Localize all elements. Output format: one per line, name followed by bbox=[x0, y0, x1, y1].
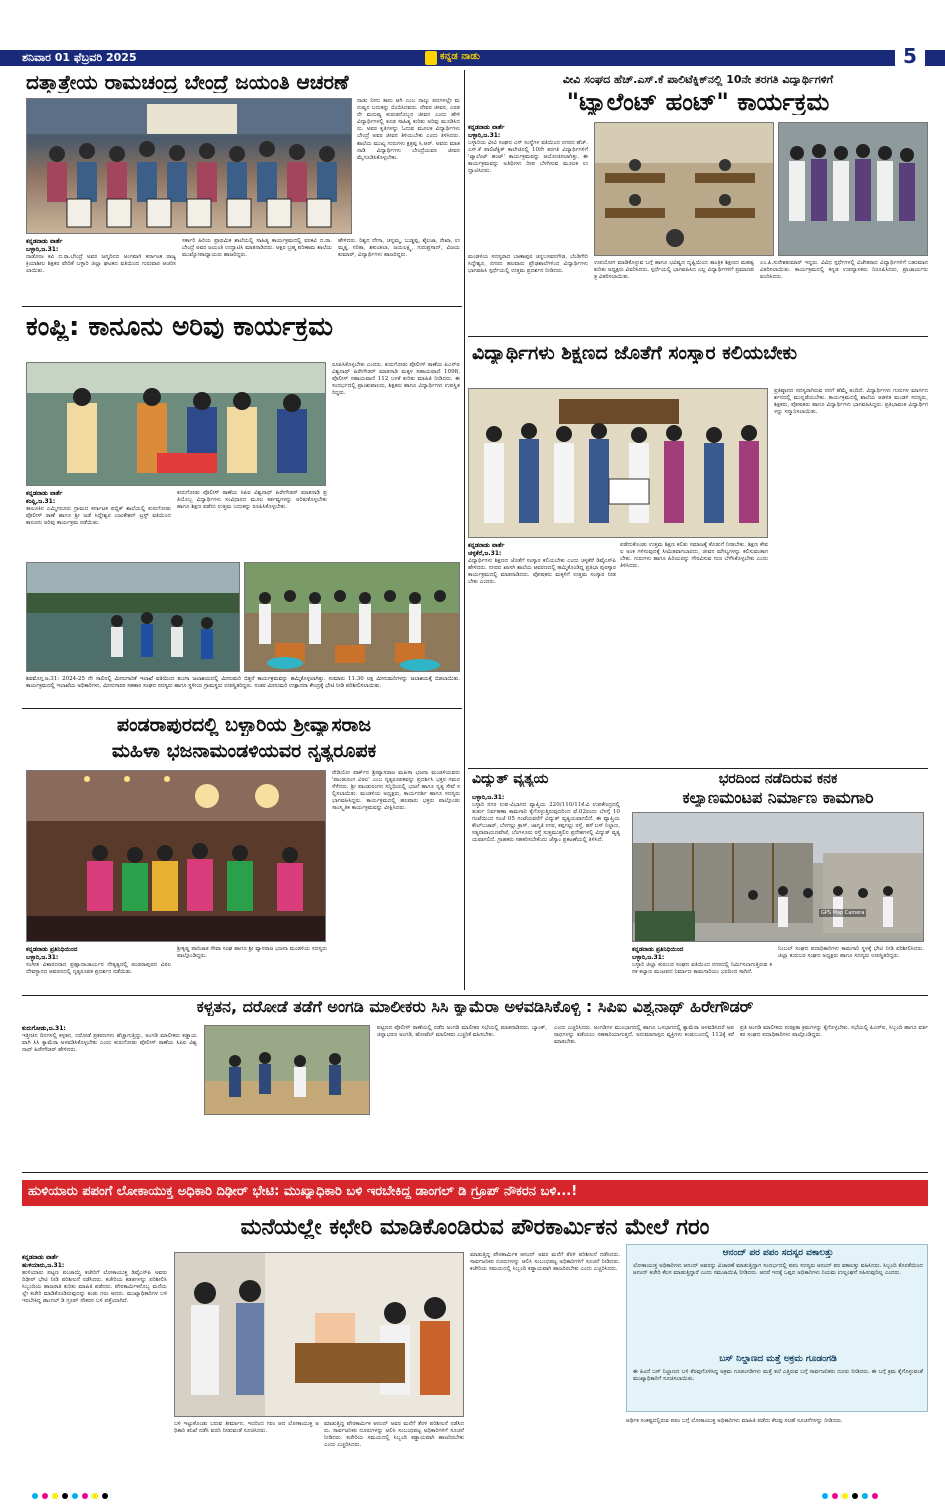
box-anand-subtitle: ಬಸ್ ನಿಲ್ದಾಣದ ಮತ್ತೆ ಅಕ್ರಮ ಗೂಡಂಗಡಿ bbox=[719, 1355, 837, 1364]
photo-fish-team bbox=[244, 562, 460, 672]
photo-talent-guests bbox=[778, 122, 928, 256]
row-rule-3 bbox=[22, 708, 462, 709]
masthead-paper-name: ಕನ್ನಡ ನಾಡು bbox=[440, 51, 480, 62]
body-talent-c: ಉಪಯೋಗ ಮಾಡಿಕೊಳ್ಳುವ ಬಗ್ಗೆ ಹಾಗೂ ಭವಿಷ್ಯದ ದೃಷ್ಟಿಯಿಂದ ತಾಂತ್ರಿಕ ಶಿಕ್ಷಣದ ಮಹತ್ವ ಕುರಿತು ಅಧ್ಯಕ್ಷರು ವಿವರಿಸಿದರು. ಸ್ಪರ್ಧೆಯಲ್ಲಿ ಭಾಗವಹಿಸಿದ ಎಲ್ಲ ವಿದ್ಯಾರ್ಥಿಗಳಿಗೆ ಪ್ರಮಾಣಪತ್ರ ವಿತರಿಸಲಾಯಿತು. bbox=[594, 260, 754, 281]
box-anand-body: ಲೋಕಾಯುಕ್ತ ಅಧಿಕಾರಿಗಳು ಆನಂದ್ ಅವರನ್ನು ವಿಚಾರಣೆ ಮಾಡುತ್ತಿದ್ದಾಗ ಸಂದರ್ಭದಲ್ಲಿ ಪಪಂ ಸದಸ್ಯರು ಆನಂದ್ ಪರ ವಕಾಲತ್ತು ವಹಿಸಿದರು. ಸಿಬ್ಬಂದಿ ಕೊರತೆಯಿಂದ ಆನಂದ್ ಕಚೇರಿ ಕೆಲಸ ಮಾಡುತ್ತಿದ್ದಾರೆ ಎಂದು ಸಮಜಾಯಿಷಿ ನೀಡಿದರು. ಆದರೆ ಇದಕ್ಕೆ ಒಪ್ಪದ ಅಧಿಕಾರಿಗಳು ನಿಯಮ ಉಲ್ಲಂಘನೆ ಸಹಿಸುವುದಿಲ್ಲ ಎಂದರು. bbox=[633, 1263, 923, 1277]
body-kampli-c: ಕುರುಗೋಡು ಪೊಲೀಸ್ ಠಾಣೆಯ ಸಿಪಿಐ ವಿಶ್ವನಾಥ್ ಹಿರೇಗೌಡರ್ ಮಾತನಾಡಿ ಪ್ರತಿಯೊಬ್ಬ ವಿದ್ಯಾರ್ಥಿಗಳು ಸಂವಿಧಾನದ ಮೂಲ ಕರ್ತವ್ಯಗಳನ್ನು ಅರಿತುಕೊಳ್ಳಬೇಕು ಹಾಗೂ ಶಿಕ್ಷಣ ಪಡೆದು ಉತ್ತಮ ಬದುಕನ್ನು ರೂಪಿಸಿಕೊಳ್ಳಬೇಕು. bbox=[177, 490, 327, 511]
byline-bendre: ಕನ್ನಡನಾಡು ವಾರ್ತೆ bbox=[26, 238, 63, 245]
headline-bendre: ದತ್ತಾತ್ರೇಯ ರಾಮಚಂದ್ರ ಬೇಂದ್ರೆ ಜಯಂತಿ ಆಚರಣೆ bbox=[26, 72, 349, 93]
headline-power: ವಿದ್ಯುತ್ ವ್ಯತ್ಯಯ bbox=[472, 772, 549, 787]
dateline-bendre: ಬಳ್ಳಾರಿ,ಜ.31: bbox=[26, 246, 59, 253]
row-rule-2 bbox=[468, 336, 928, 337]
body-kampli-b: ತಾಲೂಕಿನ ಎಮ್ಮಿಗನೂರು ಗ್ರಾಮದ ಕರ್ನಾಟಕ ಪಬ್ಲಿಕ್ ಶಾಲೆಯಲ್ಲಿ ಕುರುಗೋಡು ಪೊಲೀಸ್ ಠಾಣೆ ಹಾಗೂ ಶ್ರೀ ಜಡೆ ಸಿದ್ದೇಶ್ವರ ಎಜುಕೇಶನ್ ಟ್ರಸ್ಟ್ ವತಿಯಿಂದ ಕಾನೂನು ಅರಿವು ಕಾರ್ಯಕ್ರಮ ನಡೆಯಿತು. bbox=[26, 506, 171, 527]
body-talent-d: ಎಂ.ಪಿ.ಸುರೇಶಕುಮಾರ್ ಇದ್ದರು. ವಿವಿಧ ಸ್ಪರ್ಧೆಗಳಲ್ಲಿ ವಿಜೇತರಾದ ವಿದ್ಯಾರ್ಥಿಗಳಿಗೆ ಬಹುಮಾನ ವಿತರಿಸಲಾಯಿತು. ಕಾರ್ಯಕ್ರಮದಲ್ಲಿ ಕನ್ನಡ ಉಪನ್ಯಾಸಕರು ನಿರೂಪಿಸಿದರು, ಪ್ರಾಚಾರ್ಯರು ವಂದಿಸಿದರು. bbox=[760, 260, 928, 281]
headline-hulyar: ಮನೆಯಲ್ಲೇ ಕಛೇರಿ ಮಾಡಿಕೊಂಡಿರುವ ಪೌರಕಾರ್ಮಿಕನ ಮೇಲೆ ಗರಂ bbox=[240, 1216, 710, 1240]
photo-cc-svg bbox=[205, 1026, 370, 1115]
story-kanaka bbox=[628, 772, 928, 990]
photo-samskara bbox=[468, 388, 768, 538]
photo-bendre-group bbox=[26, 98, 352, 234]
photo-hulyar-svg bbox=[175, 1253, 464, 1417]
photo-cc-meeting bbox=[204, 1025, 370, 1115]
headline-cc-camera: ಕಳ್ಳತನ, ದರೋಡೆ ತಡೆಗೆ ಅಂಗಡಿ ಮಾಲೀಕರು ಸಿಸಿ ಕ್ಯಾಮೆರಾ ಅಳವಡಿಸಿಕೊಳ್ಳಿ : ಸಿಪಿಐ ವಿಶ್ವನಾಥ್ ಹಿರೇಗೌಡರ್ bbox=[196, 999, 754, 1016]
masthead bbox=[0, 0, 945, 70]
dateline-hulyar: ಹುಳಿಯಾರು,ಜ.31: bbox=[22, 1262, 65, 1269]
row-rule-1 bbox=[22, 306, 462, 307]
photo-kanaka-svg bbox=[633, 813, 924, 942]
byline-talent: ಕನ್ನಡನಾಡು ವಾರ್ತೆ bbox=[468, 124, 505, 131]
photo-talent-exam-svg bbox=[595, 123, 774, 256]
byline-samskara: ಕನ್ನಡನಾಡು ವಾರ್ತೆ bbox=[468, 542, 505, 549]
body-samskara-a: ವಿದ್ಯಾರ್ಥಿಗಳು ಶಿಕ್ಷಣದ ಜೊತೆಗೆ ಸಂಸ್ಕಾರ ಕಲಿಯಬೇಕು ಎಂದು ಚಳ್ಳಕೆರೆ ಡಿವೈಎಸ್‌ಪಿ ಹೇಳಿದರು. ನಗರದ ಖಾಸಗಿ ಶಾಲೆಯ ಆವರಣದಲ್ಲಿ ಹಮ್ಮಿಕೊಂಡಿದ್ದ ಪ್ರತಿಭಾ ಪುರಸ್ಕಾರ ಕಾರ್ಯಕ್ರಮದಲ್ಲಿ ಮಾತನಾಡಿದರು. ಪೋಷಕರು ಮಕ್ಕಳಿಗೆ ಉತ್ತಮ ಸಂಸ್ಕಾರ ನೀಡಬೇಕು ಎಂದರು. bbox=[468, 558, 616, 586]
byline-hulyar: ಕನ್ನಡನಾಡು ವಾರ್ತೆ bbox=[22, 1254, 59, 1261]
body-cc-b: ಪಟ್ಟಣದ ಪೊಲೀಸ್ ಠಾಣೆಯಲ್ಲಿ ನಡೆದ ಅಂಗಡಿ ಮಾಲೀಕರ ಸಭೆಯಲ್ಲಿ ಮಾತನಾಡಿದರು. ಬ್ಯಾಂಕ್, ಚಿನ್ನಾಭರಣ ಅಂಗಡಿ, ಹೋಟೆಲ್ ಮಾಲೀಕರು ಎಚ್ಚರಿಕೆ ವಹಿಸಬೇಕು. bbox=[377, 1025, 547, 1039]
body-talent-a: ಬಳ್ಳಾರಿಯ ವೀವಿ ಸಂಘದ ಎಸ್ ಸಂಸ್ಥೆಗಳ ವತಿಯಿಂದ ನಗರದ ಹೆಚ್.ಎಸ್.ಕೆ ಪಾಲಿಟೆಕ್ನಿಕ್ ಕಾಲೇಜಿನಲ್ಲಿ 10ನೇ ತರಗತಿ ವಿದ್ಯಾರ್ಥಿಗಳಿಗೆ 'ಟ್ಯಾಲೆಂಟ್ ಹಂಟ್' ಕಾರ್ಯಕ್ರಮವನ್ನು ಆಯೋಜಿಸಲಾಗಿತ್ತು. ಈ ಕಾರ್ಯಕ್ರಮವನ್ನು ಅತಿಥಿಗಳು ದೀಪ ಬೆಳಗಿಸುವ ಮೂಲಕ ಉದ್ಘಾಟಿಸಿದರು. bbox=[468, 140, 588, 175]
headline-kanaka-2: ಕಲ್ಯಾಣಮಂಟಪ ನಿರ್ಮಾಣ ಕಾಮಗಾರಿ bbox=[682, 790, 874, 807]
photo-bendre-svg bbox=[27, 99, 352, 234]
photo-hulyar-office bbox=[174, 1252, 464, 1417]
photo-samskara-svg bbox=[469, 389, 768, 538]
photo-pandarapura-svg bbox=[27, 771, 326, 942]
photo-kampli-svg bbox=[27, 363, 326, 486]
body-hulyar-c2: ಮಾಡುತ್ತಿದ್ದ ಪೌರಕಾರ್ಮಿಕ ಆನಂದ್ ಅವರ ಮನೆಗೆ ತೆರಳಿ ಪರಿಶೀಲನೆ ನಡೆಸಿದರು. ಸಾರ್ವಜನಿಕರ ದೂರುಗಳನ್ನು ಆಲಿಸಿ ಸಂಬಂಧಪಟ್ಟ ಅಧಿಕಾರಿಗಳಿಗೆ ಸೂಚನೆ ನೀಡಿದರು. ಕಚೇರಿಯ ಸಮಯದಲ್ಲಿ ಸಿಬ್ಬಂದಿ ಕಡ್ಡಾಯವಾಗಿ ಹಾಜರಿರಬೇಕು ಎಂದು ಎಚ್ಚರಿಸಿದರು. bbox=[470, 1252, 620, 1273]
body-cc-a: ಇತ್ತೀಚಿನ ದಿನಗಳಲ್ಲಿ ಕಳ್ಳತನ, ದರೋಡೆ ಪ್ರಕರಣಗಳು ಹೆಚ್ಚಾಗುತ್ತಿದ್ದು, ಅಂಗಡಿ ಮಾಲೀಕರು ಕಡ್ಡಾಯವಾಗಿ ಸಿಸಿ ಕ್ಯಾಮೆರಾ ಅಳವಡಿಸಿಕೊಳ್ಳಬೇಕು ಎಂದು ಕುರುಗೋಡು ಪೊಲೀಸ್ ಠಾಣೆಯ ಸಿಪಿಐ ವಿಶ್ವನಾಥ್ ಹಿರೇಗೌಡರ್ ಹೇಳಿದರು. bbox=[22, 1033, 197, 1054]
body-kanaka-a: ಬಳ್ಳಾರಿ ಜಿಲ್ಲಾ ಕುರುಬರ ಸಂಘದ ವತಿಯಿಂದ ನಗರದಲ್ಲಿ ನಿರ್ಮಿಸಲಾಗುತ್ತಿರುವ ಕನಕ ಕಲ್ಯಾಣ ಮಂಟಪದ ನಿರ್ಮಾಣ ಕಾಮಗಾರಿಯು ಭರದಿಂದ ಸಾಗಿದೆ. bbox=[632, 962, 772, 976]
photo-talent-exam bbox=[594, 122, 774, 256]
byline-kanaka: ಕನ್ನಡನಾಡು ಪ್ರತಿನಿಧಿಯಿಂದ bbox=[632, 946, 684, 953]
body-hulyar-d: ಆರ್ಥಿಕ ಸಂಕಷ್ಟದಲ್ಲಿರುವ ಪಪಂ ಬಗ್ಗೆ ಲೋಕಾಯುಕ್ತ ಅಧಿಕಾರಿಗಳು ಮಾಹಿತಿ ಪಡೆದು ಕೆಲವು ಸಲಹೆ ಸೂಚನೆಗಳನ್ನು ನೀಡಿದರು. bbox=[626, 1418, 843, 1424]
box-anand-body-2: ಈ ಹಿಂದೆ ಬಸ್ ನಿಲ್ದಾಣದ ಬಳಿ ತೆರವುಗೊಳಿಸಿದ್ದ ಅಕ್ರಮ ಗೂಡಂಗಡಿಗಳು ಮತ್ತೆ ತಲೆ ಎತ್ತಿರುವ ಬಗ್ಗೆ ಸಾರ್ವಜನಿಕರು ದೂರು ನೀಡಿದರು. ಈ ಬಗ್ಗೆ ಕ್ರಮ ಕೈಗೊಳ್ಳುವಂತೆ ಮುಖ್ಯಾಧಿಕಾರಿಗೆ ಸೂಚಿಸಲಾಯಿತು. bbox=[633, 1369, 923, 1383]
headline-kampli: ಕಂಪ್ಲಿ: ಕಾನೂನು ಅರಿವು ಕಾರ್ಯಕ್ರಮ bbox=[26, 314, 333, 342]
body-bendre-d: ಹೇಳಿದರು. ರಿಶ್ಯದ ದೇಗಾ, ಚನ್ನಮ್ಮ, ಬುಡ್ಡಪ್ಪ, ಶೈಲಜಾ, ರೇಖಾ, ಉಮ್ಮಕ್ಕ, ಸರಿತಾ, ಶಕುಂತಲಾ, ಜಯಲಕ್ಷ್ಮಿ, ಗುರುಪ್ರಸಾದ್, ವಿಜಯಕುಮಾರ್, ವಿದ್ಯಾರ್ಥಿಗಳು ಹಾಜರಿದ್ದರು. bbox=[338, 238, 460, 259]
photo-talent-guests-svg bbox=[779, 123, 928, 256]
photo-pandarapura-dance bbox=[26, 770, 326, 942]
logo-mark-icon bbox=[425, 51, 437, 65]
photo-kampli bbox=[26, 362, 326, 486]
banner-lokayukta-text: ಹುಳಿಯಾರು ಪಪಂಗೆ ಲೋಕಾಯುಕ್ತ ಅಧಿಕಾರಿ ದಿಢೀರ್ ಭೇಟಿ: ಮುಖ್ಯಾಧಿಕಾರಿ ಬಳಿ ಇರಬೇಕಿದ್ದ ಡಾಂಗಲ್ ಡಿ ಗ್ರೂಪ್ ನೌಕರನ ಬಳಿ...! bbox=[28, 1185, 578, 1199]
registration-dots-svg bbox=[30, 1491, 210, 1501]
story-bendre bbox=[22, 70, 462, 302]
box-anand bbox=[626, 1244, 928, 1412]
story-power-cut bbox=[468, 772, 620, 990]
banner-lokayukta bbox=[22, 1180, 928, 1206]
box-anand-title: ಆನಂದ್ ಪರ ಪಪಂ ಸದಸ್ಯರ ವಕಾಲತ್ತು bbox=[722, 1249, 834, 1258]
body-kampli-a: ರೂಪಿಸಿಕೊಳ್ಳಬೇಕು ಎಂದರು. ಕುರುಗೋಡು ಪೊಲೀಸ್ ಠಾಣೆಯ ಪಿಎಸ್ಐ ವಿಶ್ವನಾಥ್ ಹಿರೇಗೌಡರ್ ಮಾತನಾಡಿ ಮಕ್ಕಳ ಸಹಾಯವಾಣಿ 1098, ಪೊಲೀಸ್ ಸಹಾಯವಾಣಿ 112 ಬಳಕೆ ಕುರಿತು ಮಾಹಿತಿ ನೀಡಿದರು. ಈ ಸಂದರ್ಭದಲ್ಲಿ ಪ್ರಾಂಶುಪಾಲರು, ಶಿಕ್ಷಕರು ಹಾಗೂ ವಿದ್ಯಾರ್ಥಿಗಳು ಉಪಸ್ಥಿತರಿದ್ದರು. bbox=[332, 362, 460, 397]
body-pandarapura-b: ಶ್ರೀಕೃಷ್ಣ ಪಾರಿಜಾತ ಸೇವಾ ಸಂಘ ಹಾಗೂ ಶ್ರೀ ವ್ಯಾಸರಾಜ ಭಜನಾ ಮಂಡಳಿಯ ಸದಸ್ಯರು ಪಾಲ್ಗೊಂಡಿದ್ದರು. bbox=[177, 946, 327, 960]
dateline-cc: ಕುರುಗೋಡು,ಜ.31: bbox=[22, 1025, 66, 1032]
dateline-pandarapura: ಬಳ್ಳಾರಿ,ಜ.31: bbox=[26, 954, 59, 961]
photo-fish-lake-svg bbox=[27, 563, 240, 672]
body-bendre-b: ನಾಡೋಜ ಕವಿ ದ.ರಾ.ಬೇಂದ್ರೆ ಅವರ ಜನ್ಮದಿನದ ಅಂಗವಾಗಿ ಕರ್ನಾಟಕ ರಾಜ್ಯ ಕ್ರಿಯಾಶೀಲ ಶಿಕ್ಷಕರ ವೇದಿಕೆ ಬಳ್ಳಾರಿ ಜಿಲ್ಲಾ ಘಟಕದ ವತಿಯಿಂದ ಗುರುವಾರ ಆಚರಿಸಲಾಯಿತು. bbox=[26, 254, 176, 275]
divider-top bbox=[22, 995, 928, 996]
caption-fish: ಶಿವಮೊಗ್ಗ,ಜ.31: 2024-25 ನೇ ಸಾಲಿನಲ್ಲಿ ಮೀನುಗಾರಿಕೆ ಇಲಾಖೆ ವತಿಯಿಂದ ತುಂಗಾ ಜಲಾಶಯದಲ್ಲಿ ಮೀನುಮರಿ ಬಿತ್ತನೆ ಕಾರ್ಯಕ್ರಮವನ್ನು ಹಮ್ಮಿಕೊಳ್ಳಲಾಗಿತ್ತು. ಸುಮಾರು 11.30 ಲಕ್ಷ ಮೀನುಮರಿಗಳನ್ನು ಜಲಾಶಯಕ್ಕೆ ಬಿಡಲಾಯಿತು. ಕಾರ್ಯಕ್ರಮದಲ್ಲಿ ಇಲಾಖೆಯ ಅಧಿಕಾರಿಗಳು, ಮೀನುಗಾರರ ಸಹಕಾರ ಸಂಘದ ಸದಸ್ಯರು ಹಾಗೂ ಸ್ಥಳೀಯ ಗ್ರಾಮಸ್ಥರು ಉಪಸ್ಥಿತರಿದ್ದರು. ನಂತರ ಮೀನುಮರಿ ಉತ್ಪಾದನಾ ಕೇಂದ್ರಕ್ಕೆ ಭೇಟಿ ನೀಡಿ ಪರಿಶೀಲಿಸಲಾಯಿತು. bbox=[26, 676, 460, 689]
story-fish bbox=[22, 562, 462, 707]
byline-kampli: ಕನ್ನಡನಾಡು ವಾರ್ತೆ bbox=[26, 490, 63, 497]
body-hulyar-b: ಬಳಿ ಇಟ್ಟುಕೊಂಡು ಬರುವ ತೀರ್ಮಾನ. ಇದರಿಂದ ಗರಂ ಆದ ಲೋಕಾಯುಕ್ತ ಅಧಿಕಾರಿ ತನಿಖೆ ನಡೆಸಿ ವರದಿ ನೀಡುವಂತೆ ಸೂಚಿಸಿದರು. bbox=[174, 1421, 319, 1435]
photo-kanaka-construction bbox=[632, 812, 924, 942]
dateline-power: ಬಳ್ಳಾರಿ,ಜ.31: bbox=[472, 794, 505, 801]
headline-pandarapura-1: ಪಂಡರಾಪುರದಲ್ಲಿ ಬಳ್ಳಾರಿಯ ಶ್ರೀವ್ಯಾಸರಾಜ bbox=[116, 716, 372, 736]
registration-marks-right bbox=[820, 1486, 920, 1496]
photo-fish-team-svg bbox=[245, 563, 460, 672]
dateline-samskara: ಚಳ್ಳಕೆರೆ,ಜ.31: bbox=[468, 550, 502, 557]
body-samskara-c: ಪ್ರತಿಷ್ಠಾನದ ಸದಸ್ಯರಾಗಿರುವ ನನಗೆ ಹೆಮ್ಮೆ ತಂದಿದೆ. ವಿದ್ಯಾರ್ಥಿಗಳು ಗುರುಗಳ ಮಾರ್ಗದರ್ಶನದಲ್ಲಿ ಮುನ್ನಡೆಯಬೇಕು. ಕಾರ್ಯಕ್ರಮದಲ್ಲಿ ಶಾಲೆಯ ಆಡಳಿತ ಮಂಡಳಿ ಸದಸ್ಯರು, ಶಿಕ್ಷಕರು, ಪೋಷಕರು ಹಾಗೂ ವಿದ್ಯಾರ್ಥಿಗಳು ಭಾಗವಹಿಸಿದ್ದರು. ಪ್ರತಿಭಾವಂತ ವಿದ್ಯಾರ್ಥಿಗಳನ್ನು ಸನ್ಮಾನಿಸಲಾಯಿತು. bbox=[774, 388, 928, 416]
page-number: 5 bbox=[895, 44, 925, 68]
body-samskara-b: ಪಡೆದುಕೊಂಡು ಉತ್ತಮ ಶಿಕ್ಷಣ ಕಲಿತು ಸಮಾಜಕ್ಕೆ ಕೊಡುಗೆ ನೀಡಬೇಕು. ಶಿಕ್ಷಣ ಕೇವಲ ಅಂಕ ಗಳಿಸುವುದಕ್ಕೆ ಸೀಮಿತವಾಗಬಾರದು, ಜೀವನ ಮೌಲ್ಯಗಳನ್ನು ಕಲಿಸುವಂತಾಗಬೇಕು. ಗುರುಗಳು ಹಾಗೂ ಹಿರಿಯರನ್ನು ಗೌರವಿಸುವ ಗುಣ ಬೆಳೆಸಿಕೊಳ್ಳಬೇಕು ಎಂದು ತಿಳಿಸಿದರು. bbox=[620, 542, 768, 570]
body-talent-b: ಮಂಡಳಿಯ ಸದಸ್ಯರಾದ ಬಾಣಾಪುರ ಚನ್ನಬಸವನಗೌಡ, ಬೆಂಡಿಗೇರಿ ಸಿದ್ದೇಶ್ವರ, ನಗರದ ಹಲವಾರು ಪ್ರೌಢಶಾಲೆಗಳಿಂದ ವಿದ್ಯಾರ್ಥಿಗಳು ಭಾಗವಹಿಸಿ ಸ್ಪರ್ಧೆಯಲ್ಲಿ ಉತ್ತಮ ಪ್ರದರ್ಶನ ನೀಡಿದರು. bbox=[468, 254, 588, 275]
row-rule-4 bbox=[468, 768, 928, 769]
dateline-kanaka: ಬಳ್ಳಾರಿ,ಜ.31: bbox=[632, 954, 665, 961]
story-kampli bbox=[22, 310, 462, 560]
body-hulyar-a: ಹುಳಿಯಾರು ಪಟ್ಟಣ ಪಂಚಾಯ್ತಿ ಕಚೇರಿಗೆ ಲೋಕಾಯುಕ್ತ ಡಿವೈಎಸ್‌ಪಿ ಅವರು ದಿಢೀರ್ ಭೇಟಿ ನೀಡಿ ಪರಿಶೀಲನೆ ನಡೆಸಿದರು. ಕಚೇರಿಯ ಕಡತಗಳನ್ನು ಪರಿಶೀಲಿಸಿ ಸಿಬ್ಬಂದಿಯ ಹಾಜರಾತಿ ಕುರಿತು ಮಾಹಿತಿ ಪಡೆದರು. ಪೌರಕಾರ್ಮಿಕನೊಬ್ಬ ಮನೆಯಲ್ಲೇ ಕಚೇರಿ ಮಾಡಿಕೊಂಡಿರುವುದನ್ನು ಕಂಡು ಗರಂ ಆದರು. ಮುಖ್ಯಾಧಿಕಾರಿಗಳ ಬಳಿ ಇರಬೇಕಿದ್ದ ಡಾಂಗಲ್ ಡಿ ಗ್ರೂಪ್ ನೌಕರನ ಬಳಿ ಪತ್ತೆಯಾಗಿದೆ. bbox=[22, 1270, 167, 1305]
body-bendre-a: ನಾಡು ನೀನು ತಾನು ಆಗಿ ಎಂಬ ನಾಲ್ಕು ಪದಗಳಲ್ಲೇ ಮನುಷ್ಯನ ಬದುಕನ್ನು ಬಿಂಬಿಸಿದವರು. ದೇವರ ಜೀವನ, ಎರಡನೇ ಮನುಷ್ಯ ಕುರುಡನೊಬ್ಬನ ಜೀವನ ಎಂದು ಹೇಳಿ ವಿದ್ಯಾರ್ಥಿಗಳಲ್ಲಿ ಕೂಡ ಸಾಹಿತ್ಯ ಕುರಿತು ಅರಿವು ಮೂಡಿಸಿದರು. ಅವರ ಕೃತಿಗಳನ್ನು ಓದುವ ಮೂಲಕ ವಿದ್ಯಾರ್ಥಿಗಳು ಬೇಂದ್ರೆ ಅವರ ಜೀವನ ತಿಳಿಯಬೇಕು ಎಂದು ತಿಳಿಸಿದರು. ಶಾಲೆಯ ಮುಖ್ಯ ಗುರುಗಳು ಕ್ಷತ್ರಪ್ಪ ಸಿ.ಆರ್. ಅವರು ಮಾತನಾಡಿ ವಿದ್ಯಾರ್ಥಿಗಳು ಬೇಂದ್ರೆಯವರ ಜೀವನ ಮೈಗೂಡಿಸಿಕೊಳ್ಳಬೇಕು. bbox=[357, 98, 460, 161]
body-cc-c: ಎಂದು ಎಚ್ಚರಿಸಿದರು. ಅಂಗಡಿಗಳ ಮುಂಭಾಗದಲ್ಲಿ ಹಾಗೂ ಒಳಭಾಗದಲ್ಲಿ ಕ್ಯಾಮೆರಾ ಅಳವಡಿಸಿದರೆ ಅಪರಾಧಗಳನ್ನು ತಡೆಯಲು ಸಹಕಾರಿಯಾಗುತ್ತದೆ. ಅನುಮಾನಾಸ್ಪದ ವ್ಯಕ್ತಿಗಳು ಕಂಡುಬಂದಲ್ಲಿ 112ಕ್ಕೆ ಕರೆ ಮಾಡಬೇಕು. bbox=[554, 1025, 734, 1046]
column-rule bbox=[464, 70, 465, 990]
headline-talent-1: ವೀವಿ ಸಂಘದ ಹೆಚ್.ಎಸ್.ಕೆ ಪಾಲಿಟೆಕ್ನಿಕ್‌ನಲ್ಲಿ 10ನೇ ತರಗತಿ ವಿದ್ಯಾರ್ಥಿಗಳಿಗೆ bbox=[562, 74, 834, 86]
photo-fish-lake bbox=[26, 562, 240, 672]
story-hulyar bbox=[22, 1180, 928, 1480]
headline-kanaka-1: ಭರದಿಂದ ನಡೆದಿರುವ ಕನಕ bbox=[718, 772, 838, 787]
body-bendre-c: ಸರ್ಕಾರಿ ಹಿರಿಯ ಪ್ರಾಥಮಿಕ ಶಾಲೆಯಲ್ಲಿ ಸಾಹಿತ್ಯ ಕಾರ್ಯಕ್ರಮದಲ್ಲಿ ವರಕವಿ ದ.ರಾ.ಬೇಂದ್ರೆ ಅವರ ಜಯಂತಿ ಉದ್ಘಾಟಿಸಿ ಮಾತನಾಡಿದರು. ಅಕ್ಷರ ಬ್ರಹ್ಮ ಪರಿಣಾಮ ಶಾಲೆಯ ಮುಖ್ಯೋಪಾಧ್ಯಾಯರು ಹಾಜರಿದ್ದರು. bbox=[182, 238, 332, 259]
row-rule-5 bbox=[22, 1172, 928, 1173]
registration-marks-left bbox=[30, 1486, 210, 1496]
body-pandarapura-a: ಸಂಗೀತ ವಿಶಾರದರಾದ ಪ್ರಹ್ಲಾದಾಚಾರ್ಯರ ನೇತೃತ್ವದಲ್ಲಿ ಪಂಡರಾಪುರದ ವಿಠಲ ದೇವಸ್ಥಾನದ ಆವರಣದಲ್ಲಿ ನೃತ್ಯರೂಪಕ ಪ್ರದರ್ಶನ ನಡೆಯಿತು. bbox=[26, 962, 171, 976]
dateline-kampli: ಕಂಪ್ಲಿ,ಜ.31: bbox=[26, 498, 56, 505]
body-kanaka-b: ನಿಂಬಲ್ ಸಂಘದ ಪದಾಧಿಕಾರಿಗಳು ಕಾಮಗಾರಿ ಸ್ಥಳಕ್ಕೆ ಭೇಟಿ ನೀಡಿ ಪರಿಶೀಲಿಸಿದರು. ಜಿಲ್ಲಾ ಕುರುಬರ ಸಂಘದ ಅಧ್ಯಕ್ಷರು ಹಾಗೂ ಸದಸ್ಯರು ಉಪಸ್ಥಿತರಿದ್ದರು. bbox=[778, 946, 924, 960]
story-pandarapura bbox=[22, 712, 462, 990]
registration-dots-right-svg bbox=[820, 1491, 920, 1501]
headline-pandarapura-2: ಮಹಿಳಾ ಭಜನಾಮಂಡಳಿಯವರ ನೃತ್ಯರೂಪಕ bbox=[111, 742, 377, 762]
photo-tag-gps: GPS Map Camera bbox=[821, 910, 865, 916]
story-samskara bbox=[468, 340, 928, 765]
dateline-talent: ಬಳ್ಳಾರಿ,ಜ.31: bbox=[468, 132, 501, 139]
masthead-date: ಶನಿವಾರ 01 ಫೆಬ್ರವರಿ 2025 bbox=[22, 51, 137, 64]
byline-pandarapura: ಕನ್ನಡನಾಡು ಪ್ರತಿನಿಧಿಯಿಂದ bbox=[26, 946, 78, 953]
body-power: ಬಳ್ಳಾರಿ ನಗರ ಉಪ-ವಿಭಾಗದ ವ್ಯಾಪ್ತಿಯ 220/110/11ಕೆ.ವಿ ಉಪಕೇಂದ್ರದಲ್ಲಿ ತುರ್ತು ನಿರ್ವಹಣಾ ಕಾಮಗಾರಿ ಕೈಗೊಳ್ಳುತ್ತಿರುವುದರಿಂದ ಫೆ.02ರಂದು ಬೆಳಗ್ಗೆ 10 ಗಂಟೆಯಿಂದ ಸಂಜೆ 05 ಗಂಟೆಯವರೆಗೆ ವಿದ್ಯುತ್ ವ್ಯತ್ಯಯವಾಗಲಿದೆ. ಈ ವ್ಯಾಪ್ತಿಯ ಕೌಲ್‌ಬಜಾರ್, ಬೆಳಗಲ್ಲು ಕ್ರಾಸ್, ಜಾಗೃತಿ ನಗರ, ಕಪ್ಪಗಲ್ಲು ರಸ್ತೆ, ಹಳೆ ಬಸ್ ನಿಲ್ದಾಣ, ಸತ್ಯನಾರಾಯಣಪೇಟೆ, ಬೆಂಗಳೂರು ರಸ್ತೆ ಸುತ್ತಮುತ್ತಲಿನ ಪ್ರದೇಶಗಳಲ್ಲಿ ವಿದ್ಯುತ್ ವ್ಯತ್ಯಯವಾಗಲಿದೆ. ಗ್ರಾಹಕರು ಸಹಕರಿಸಬೇಕೆಂದು ಜೆಸ್ಕಾಂ ಪ್ರಕಟಣೆಯಲ್ಲಿ ತಿಳಿಸಿದೆ. bbox=[472, 802, 620, 844]
story-cc-camera bbox=[22, 995, 928, 1143]
headline-samskara: ವಿದ್ಯಾರ್ಥಿಗಳು ಶಿಕ್ಷಣದ ಜೊತೆಗೆ ಸಂಸ್ಕಾರ ಕಲಿಯಬೇಕು bbox=[472, 344, 798, 364]
story-talent-hunt bbox=[468, 70, 928, 332]
headline-talent-2: "ಟ್ಯಾಲೆಂಟ್ ಹಂಟ್" ಕಾರ್ಯಕ್ರಮ bbox=[566, 90, 830, 116]
body-hulyar-c: ಮಾಡುತ್ತಿದ್ದ ಪೌರಕಾರ್ಮಿಕ ಆನಂದ್ ಅವರ ಮನೆಗೆ ತೆರಳಿ ಪರಿಶೀಲನೆ ನಡೆಸಿದರು. ಸಾರ್ವಜನಿಕರ ದೂರುಗಳನ್ನು ಆಲಿಸಿ ಸಂಬಂಧಪಟ್ಟ ಅಧಿಕಾರಿಗಳಿಗೆ ಸೂಚನೆ ನೀಡಿದರು. ಕಚೇರಿಯ ಸಮಯದಲ್ಲಿ ಸಿಬ್ಬಂದಿ ಕಡ್ಡಾಯವಾಗಿ ಹಾಜರಿರಬೇಕು ಎಂದು ಎಚ್ಚರಿಸಿದರು. bbox=[324, 1421, 464, 1449]
body-pandarapura-c: ರೇಡಿಯೋ ಪಾರ್ಕ್‌ನ ಶ್ರೀವ್ಯಾಸರಾಜ ಮಹಿಳಾ ಭಜನಾ ಮಂಡಳಿಯವರು 'ಪಾಂಡುರಂಗ ವಿಠಲ' ಎಂಬ ನೃತ್ಯರೂಪಕವನ್ನು ಪ್ರದರ್ಶಿಸಿ ಭಕ್ತರ ಗಮನ ಸೆಳೆದರು. ಶ್ರೀ ಪಾಂಡುರಂಗನ ಸನ್ನಿಧಿಯಲ್ಲಿ ಭಜನೆ ಹಾಗೂ ನೃತ್ಯ ಸೇವೆ ಸಲ್ಲಿಸಲಾಯಿತು. ಮಂಡಳಿಯ ಅಧ್ಯಕ್ಷರು, ಕಾರ್ಯದರ್ಶಿ ಹಾಗೂ ಸದಸ್ಯರು ಭಾಗವಹಿಸಿದ್ದರು. ಕಾರ್ಯಕ್ರಮದಲ್ಲಿ ಹಲವಾರು ಭಕ್ತರು ಪಾಲ್ಗೊಂಡು ಸಾಂಸ್ಕೃತಿಕ ಕಾರ್ಯಕ್ರಮವನ್ನು ವೀಕ್ಷಿಸಿದರು. bbox=[332, 770, 460, 812]
body-cc-d: ಪ್ರತಿ ಅಂಗಡಿ ಮಾಲೀಕರು ಸುರಕ್ಷತಾ ಕ್ರಮಗಳನ್ನು ಕೈಗೊಳ್ಳಬೇಕು. ಸಭೆಯಲ್ಲಿ ಪಿಎಸ್ಐ, ಸಿಬ್ಬಂದಿ ಹಾಗೂ ವರ್ತಕರ ಸಂಘದ ಪದಾಧಿಕಾರಿಗಳು ಪಾಲ್ಗೊಂಡಿದ್ದರು. bbox=[740, 1025, 928, 1039]
